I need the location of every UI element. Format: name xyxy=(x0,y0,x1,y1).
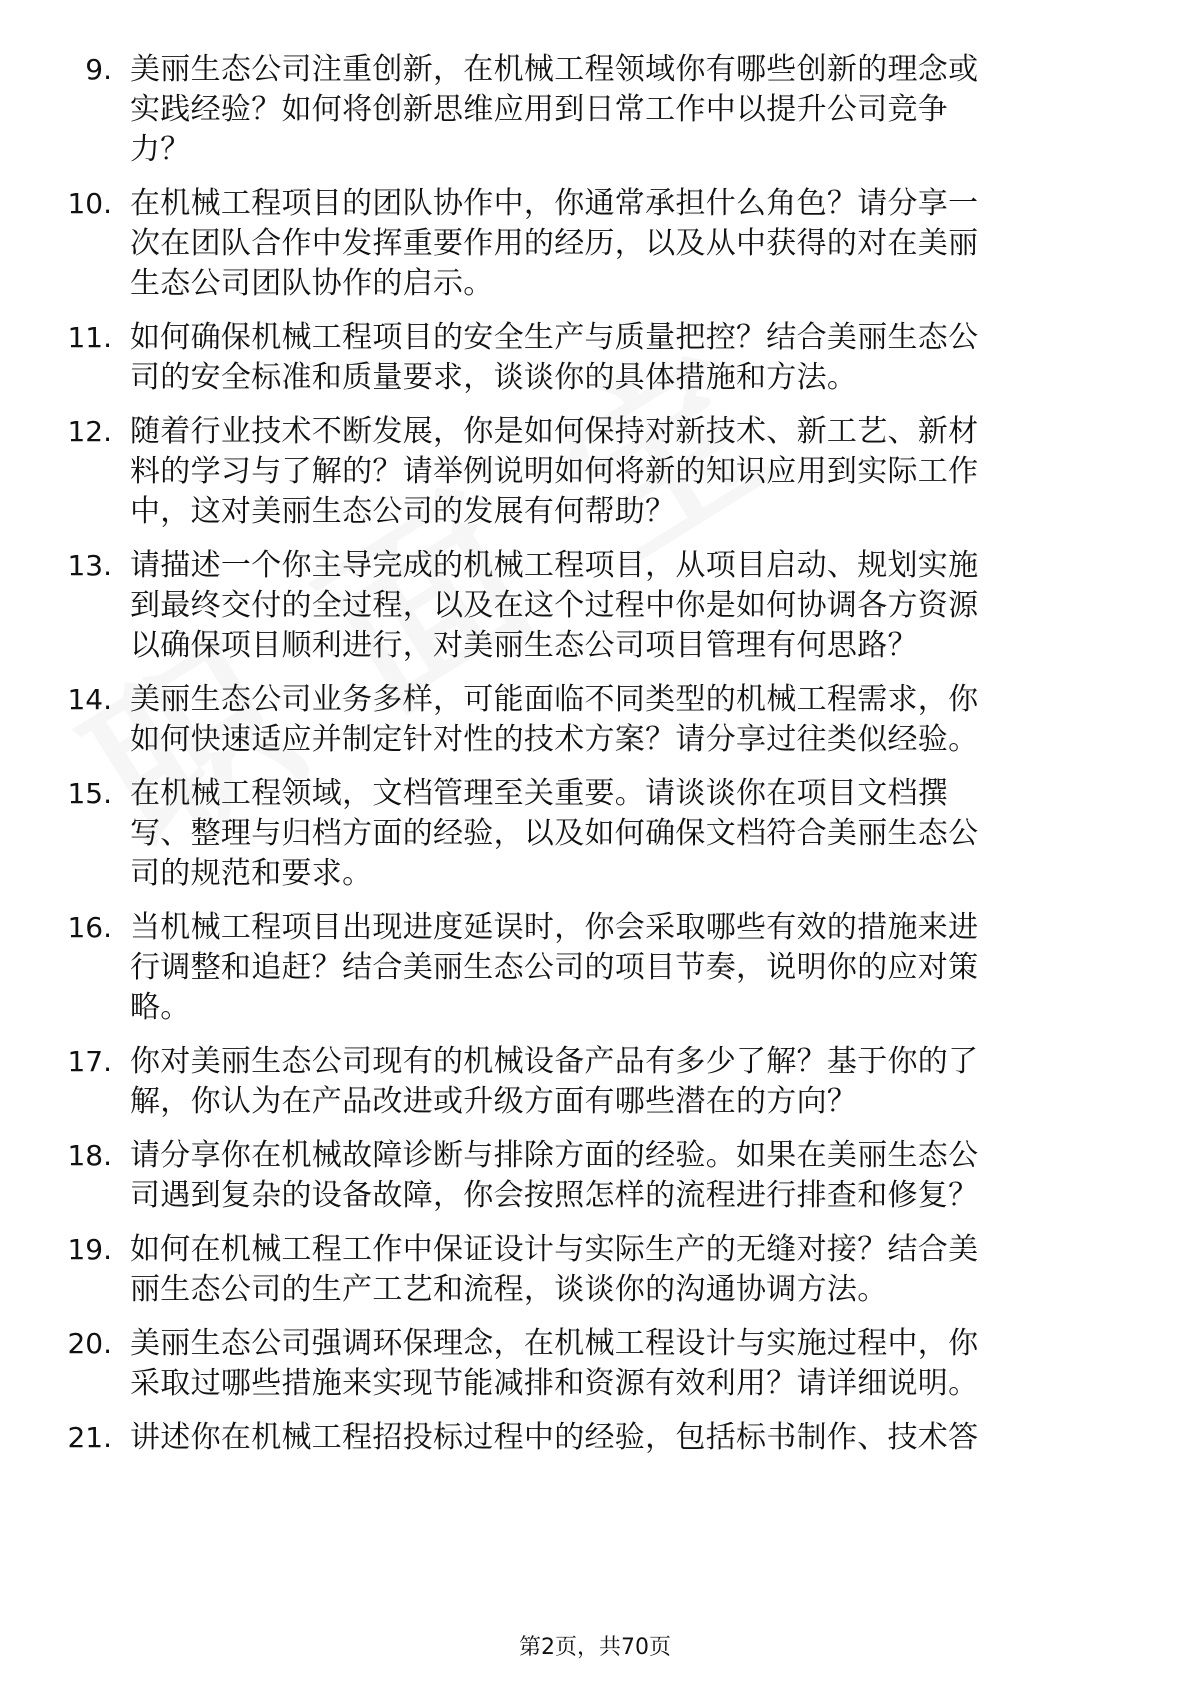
page-number-label: 第2页，共70页 xyxy=(519,1635,671,1660)
question-text: 美丽生态公司业务多样，可能面临不同类型的机械工程需求，你 如何快速适应并制定针对性的技术方案？请分享过往类似经验。 xyxy=(130,682,979,757)
question-number: 13. xyxy=(67,549,112,582)
page-footer xyxy=(0,1633,1190,1663)
question-text: 如何确保机械工程项目的安全生产与质量把控？结合美丽生态公 司的安全标准和质量要求，谈谈你的具体措施和方法。 xyxy=(130,320,979,395)
question-text: 美丽生态公司注重创新，在机械工程领域你有哪些创新的理念或 实践经验？如何将创新思维应用到日常工作中以提升公司竞争 力？ xyxy=(130,52,979,167)
question-text: 随着行业技术不断发展，你是如何保持对新技术、新工艺、新材 料的学习与了解的？请举例说明如何将新的知识应用到实际工作 中，这对美丽生态公司的发展有何帮助？ xyxy=(130,414,979,529)
question-item xyxy=(0,1042,1190,1122)
question-text: 你对美丽生态公司现有的机械设备产品有多少了解？基于你的了 解，你认为在产品改进或升级方面有哪些潜在的方向？ xyxy=(130,1044,979,1119)
question-item xyxy=(0,1230,1190,1310)
question-number: 19. xyxy=(67,1233,112,1266)
question-item xyxy=(0,50,1190,170)
question-text: 美丽生态公司强调环保理念，在机械工程设计与实施过程中，你 采取过哪些措施来实现节能减排和资源有效利用？请详细说明。 xyxy=(130,1326,979,1401)
question-item xyxy=(0,184,1190,304)
question-number: 15. xyxy=(67,777,112,810)
question-list xyxy=(0,50,1190,1472)
question-item xyxy=(0,1324,1190,1404)
question-item xyxy=(0,1418,1190,1458)
question-text: 如何在机械工程工作中保证设计与实际生产的无缝对接？结合美 丽生态公司的生产工艺和流程，谈谈你的沟通协调方法。 xyxy=(130,1232,979,1307)
question-item xyxy=(0,318,1190,398)
question-text: 在机械工程项目的团队协作中，你通常承担什么角色？请分享一 次在团队合作中发挥重要作用的经历，以及从中获得的对在美丽 生态公司团队协作的启示。 xyxy=(130,186,979,301)
question-item xyxy=(0,774,1190,894)
question-number: 11. xyxy=(67,321,112,354)
question-item xyxy=(0,546,1190,666)
question-item xyxy=(0,908,1190,1028)
question-number: 10. xyxy=(67,187,112,220)
question-number: 9. xyxy=(85,53,112,86)
question-text: 请描述一个你主导完成的机械工程项目，从项目启动、规划实施 到最终交付的全过程，以及在这个过程中你是如何协调各方资源 以确保项目顺利进行，对美丽生态公司项目管理有何思路？ xyxy=(130,548,979,663)
question-number: 18. xyxy=(67,1139,112,1172)
question-item xyxy=(0,1136,1190,1216)
question-number: 17. xyxy=(67,1045,112,1078)
question-text: 当机械工程项目出现进度延误时，你会采取哪些有效的措施来进 行调整和追赶？结合美丽生态公司的项目节奏，说明你的应对策 略。 xyxy=(130,910,979,1025)
question-text: 请分享你在机械故障诊断与排除方面的经验。如果在美丽生态公 司遇到复杂的设备故障，你会按照怎样的流程进行排查和修复？ xyxy=(130,1138,979,1213)
question-item xyxy=(0,680,1190,760)
question-number: 20. xyxy=(67,1327,112,1360)
question-number: 14. xyxy=(67,683,112,716)
question-text: 讲述你在机械工程招投标过程中的经验，包括标书制作、技术答 xyxy=(130,1420,979,1455)
question-number: 21. xyxy=(67,1421,112,1454)
question-text: 在机械工程领域，文档管理至关重要。请谈谈你在项目文档撰 写、整理与归档方面的经验，以及如何确保文档符合美丽生态公 司的规范和要求。 xyxy=(130,776,979,891)
question-number: 16. xyxy=(67,911,112,944)
question-item xyxy=(0,412,1190,532)
question-number: 12. xyxy=(67,415,112,448)
